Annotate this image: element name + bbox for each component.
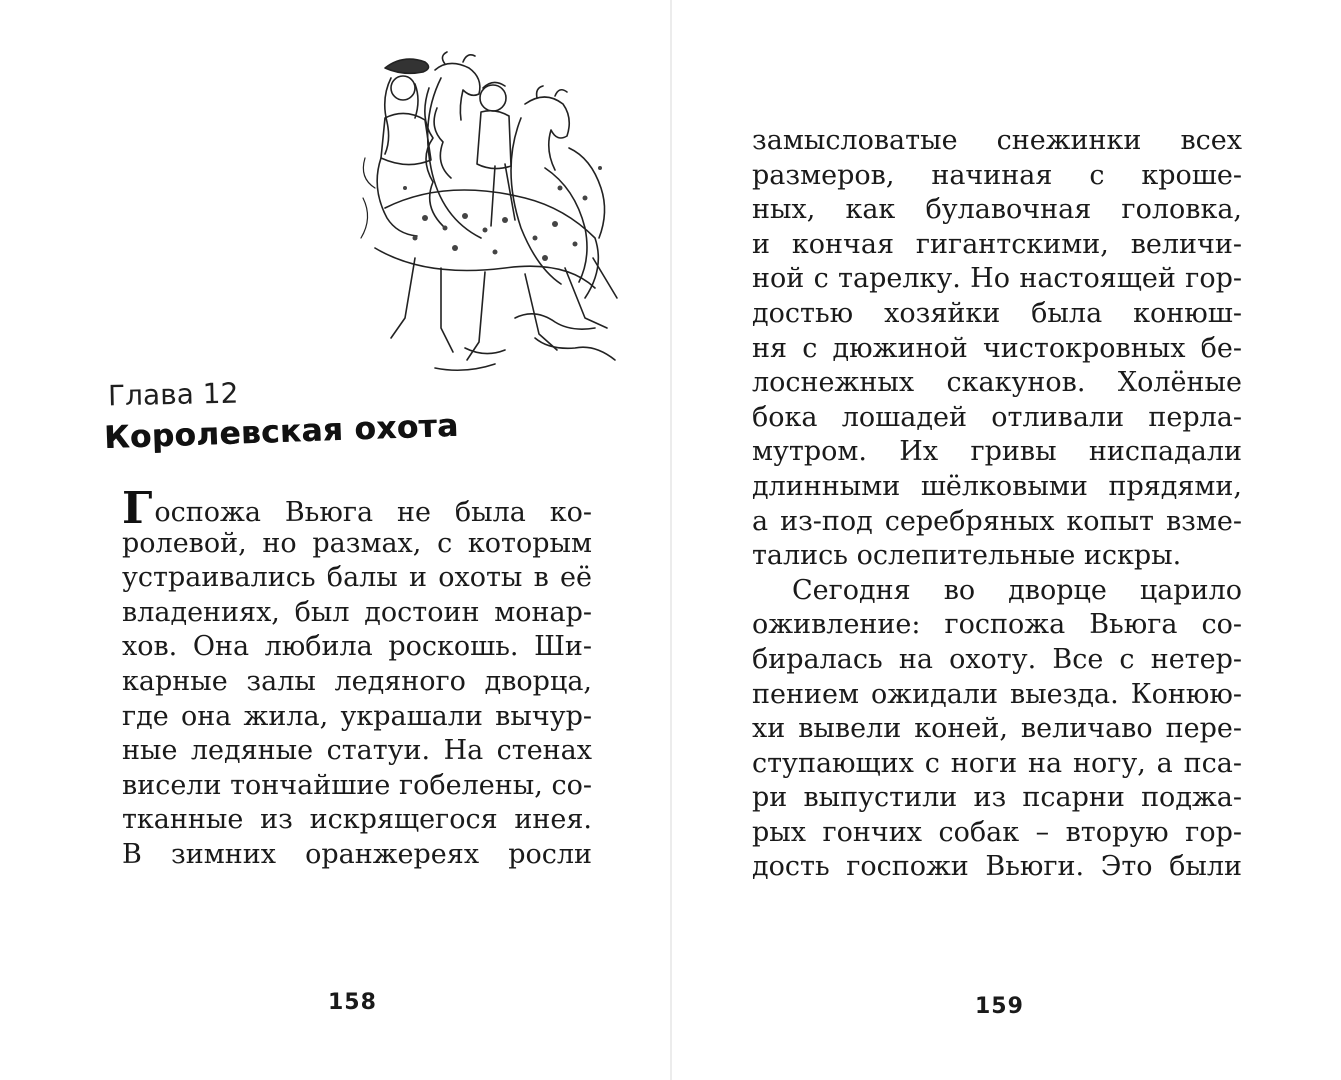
text-line: устраивались балы и охоты в её bbox=[122, 562, 592, 594]
text-line: висели тончайшие гобелены, со- bbox=[122, 769, 592, 801]
horse-riders-illustration-icon bbox=[345, 48, 630, 383]
text-line: тканные из искрящегося инея. bbox=[122, 804, 592, 836]
chapter-label: Глава 12 bbox=[107, 376, 239, 413]
text-line: дость госпожи Вьюги. Это были bbox=[752, 851, 1242, 883]
text-line: а из-под серебряных копыт взме- bbox=[752, 505, 1242, 537]
text-line: карные залы ледяного дворца, bbox=[122, 665, 592, 697]
text-line: тались ослепительные искры. bbox=[752, 540, 1182, 572]
text-line: размеров, начиная с кроше- bbox=[752, 159, 1242, 191]
text-line: ной с тарелку. Но настоящей гор- bbox=[752, 263, 1242, 295]
page-number-left: 158 bbox=[328, 990, 377, 1015]
text-line: владениях, был достоин монар- bbox=[122, 596, 592, 628]
text-line: замысловатые снежинки всех bbox=[752, 125, 1242, 156]
text-line: хи вывели коней, величаво пере- bbox=[752, 713, 1242, 745]
text-line: ных, как булавочная головка, bbox=[752, 194, 1242, 226]
text-line: рых гончих собак – вторую гор- bbox=[752, 816, 1242, 848]
text-line: ролевой, но размах, с которым bbox=[122, 527, 592, 559]
text-line: достью хозяйки была конюш- bbox=[752, 297, 1242, 329]
text-line: длинными шёлковыми прядями, bbox=[752, 470, 1242, 502]
text-line: биралась на охоту. Все с нетер- bbox=[752, 643, 1242, 675]
text-line: где она жила, украшали вычур- bbox=[122, 700, 592, 732]
page-number-right: 159 bbox=[975, 994, 1024, 1019]
drop-cap: Г bbox=[122, 483, 153, 534]
text-line: оживление: госпожа Вьюга со- bbox=[752, 609, 1242, 641]
right-page-text bbox=[752, 124, 1242, 885]
text-line: хов. Она любила роскошь. Ши- bbox=[122, 631, 592, 663]
text-line: и кончая гигантскими, величи- bbox=[752, 228, 1242, 260]
chapter-title: Королевская охота bbox=[103, 407, 460, 457]
text-line: пением ожидали выезда. Конюю- bbox=[752, 678, 1242, 710]
text-line: бока лошадей отливали перла- bbox=[752, 401, 1242, 433]
text-line: ные ледяные статуи. На стенах bbox=[122, 735, 592, 767]
text-line: ня с дюжиной чистокровных бе- bbox=[752, 332, 1242, 364]
text-line: лоснежных скакунов. Холёные bbox=[752, 367, 1242, 399]
text-line: Сегодня во дворце царило bbox=[792, 574, 1242, 606]
text-line: ри выпустили из псарни поджа- bbox=[752, 782, 1242, 814]
left-page bbox=[0, 0, 670, 1080]
text-line: ступающих с ноги на ногу, а пса- bbox=[752, 747, 1242, 779]
text-line: мутром. Их гривы ниспадали bbox=[752, 436, 1242, 468]
left-page-text bbox=[122, 483, 592, 873]
text-line: Госпожа Вьюга не была ко- bbox=[122, 483, 592, 534]
text-line: В зимних оранжереях росли bbox=[122, 838, 592, 870]
